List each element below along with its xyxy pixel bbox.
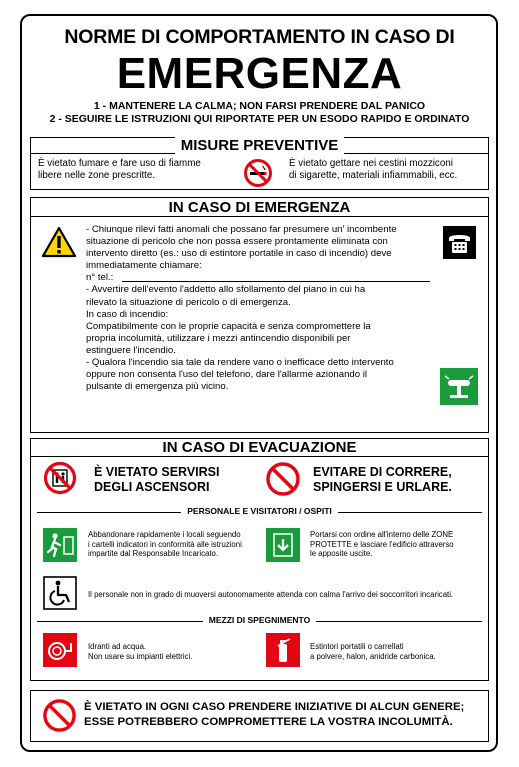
text-line: - Avvertire dell'evento l'addetto allo sfollamento del piano in cui ha — [86, 284, 366, 296]
evacuazione-title: IN CASO DI EVACUAZIONE — [157, 439, 363, 456]
text-line: le apposite uscite. — [310, 549, 373, 558]
wheelchair-icon — [43, 576, 77, 615]
text-line: Abbandonare rapidamente i locali seguendo — [88, 530, 241, 539]
text-line: estinguere l'incendio. — [86, 344, 176, 356]
text-line: intervento diretto (es.: uso di estintore portatile in caso di incendio) deve — [86, 248, 392, 260]
text-line: di sigarette, materiali infiammabili, ecc. — [289, 170, 458, 181]
misure-preventive-title: MISURE PREVENTIVE — [175, 137, 345, 154]
text-line: Idranti ad acqua. — [88, 642, 147, 651]
fire-alarm-icon — [440, 368, 478, 410]
divider — [30, 456, 489, 457]
emergenza-text — [86, 224, 436, 393]
text-line: pulsante di emergenza più vicino. — [86, 381, 229, 393]
text-line: ESSE POTREBBERO COMPROMETTERE LA VOSTRA INCOLUMITÀ. — [84, 716, 453, 728]
text-line: Estintori portatili o carrellati — [310, 642, 404, 651]
warning-icon — [41, 226, 77, 263]
text-line: È vietato gettare nei cestini mozziconi — [289, 158, 453, 169]
fire-extinguisher-icon — [266, 633, 300, 672]
divider — [30, 216, 489, 217]
portarsi-text — [310, 530, 454, 559]
text-line: i cartelli indicatori in conformità alle istruzioni — [88, 539, 242, 549]
emergenza-title-wrap — [0, 199, 519, 216]
prohibition-icon — [265, 461, 301, 502]
misure-left-text — [38, 158, 201, 182]
phone-label: n° tel.: — [86, 272, 114, 284]
text-line: oppure non consenta l'uso del telefono, dare l'allarme azionando il — [86, 369, 368, 381]
fire-hose-icon — [43, 633, 77, 672]
emergency-exit-icon — [43, 528, 77, 567]
text-line: immediatamente chiamare: — [86, 260, 202, 272]
abbandonare-text — [88, 530, 242, 559]
mezzi-title: MEZZI DI SPEGNIMENTO — [203, 615, 316, 625]
text-line: È vietato fumare e fare uso di fiamme — [38, 158, 201, 169]
text-line: - Chiunque rilevi fatti anomali che possano far presumere un' incombente — [86, 224, 397, 235]
disabili-text: Il personale non in grado di muoversi autonomamente attenda con calma l'arrivo dei soccorritori incaricati. — [88, 590, 454, 599]
personale-title-wrap — [0, 506, 519, 516]
text-line: DEGLI ASCENSORI — [94, 480, 210, 494]
text-line: a polvere, halon, anidride carbonica. — [310, 651, 436, 661]
emergenza-title: IN CASO DI EMERGENZA — [163, 199, 357, 216]
sign-title: NORME DI COMPORTAMENTO IN CASO DI — [64, 26, 455, 48]
telephone-icon — [443, 226, 476, 264]
text-line: È VIETATO IN OGNI CASO PRENDERE INIZIATIVE DI ALCUN GENERE; — [84, 701, 465, 713]
text-line: situazione di pericolo che non possa essere prontamente eliminata con — [86, 236, 388, 248]
text-line: PROTETTE e lasciare l'edificio attraverso — [310, 539, 454, 549]
text-line: Compatibilmente con le proprie capacità e senza compromettere la — [86, 320, 371, 332]
idranti-text — [88, 642, 192, 661]
prohibition-icon — [42, 698, 77, 738]
text-line: propria incolumità, utilizzare i mezzi antincendio disponibili per — [86, 332, 351, 344]
rule-2: 2 - SEGUIRE LE ISTRUZIONI QUI RIPORTATE PER UN ESODO RAPIDO E ORDINATO — [49, 113, 470, 125]
misure-title-wrap — [0, 137, 519, 154]
phone-blank — [122, 281, 430, 282]
phone-number-line — [86, 272, 436, 284]
evacuazione-title-wrap — [0, 439, 519, 456]
no-lift-icon — [43, 461, 77, 500]
text-line: EVITARE DI CORRERE, — [313, 465, 452, 479]
estintori-text — [310, 642, 436, 661]
sign-title-emergenza: EMERGENZA — [116, 49, 403, 98]
text-line: In caso di incendio: — [86, 308, 169, 320]
text-line: SPINGERSI E URLARE. — [313, 480, 452, 494]
exit-arrow-icon — [266, 528, 300, 567]
text-line: impartite dal Responsabile Incaricato. — [88, 549, 219, 558]
text-line: È VIETATO SERVIRSI — [94, 465, 220, 479]
no-smoking-icon — [243, 158, 273, 193]
text-line: Portarsi con ordine all'interno delle ZONE — [310, 530, 454, 539]
text-line: Non usare su impianti elettrici. — [88, 651, 193, 661]
mezzi-title-wrap — [0, 615, 519, 625]
correre-text — [313, 465, 452, 495]
divieto-text — [84, 700, 464, 730]
text-line: - Qualora l'incendio sia tale da rendere vano o inefficace detto intervento — [86, 357, 394, 369]
text-line: rilevato la situazione di pericolo o di emergenza. — [86, 296, 291, 308]
personale-title: PERSONALE E VISITATORI / OSPITI — [181, 506, 338, 516]
text-line: libere nelle zone prescritte. — [38, 170, 156, 181]
ascensori-text — [94, 465, 220, 495]
misure-right-text — [289, 158, 457, 182]
rule-1: 1 - MANTENERE LA CALMA; NON FARSI PRENDERE DAL PANICO — [93, 100, 426, 112]
